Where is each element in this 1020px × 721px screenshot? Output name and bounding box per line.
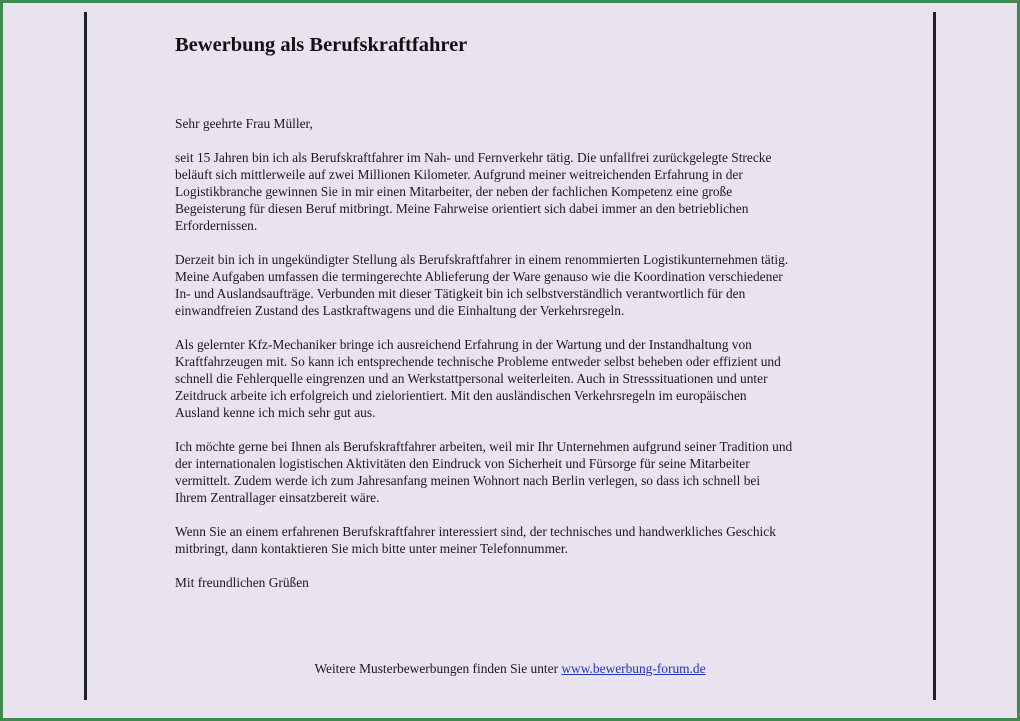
paragraph-4 bbox=[175, 438, 865, 506]
footer-text: Weitere Musterbewerbungen finden Sie unter bbox=[314, 661, 562, 676]
text-line: mitbringt, dann kontaktieren Sie mich bitte unter meiner Telefonnummer. bbox=[175, 541, 568, 556]
text-line: der internationalen logistischen Aktivitäten den Eindruck von Sicherheit und Fürsorge für seine Mitarbeiter bbox=[175, 456, 750, 471]
right-margin-rule bbox=[933, 12, 936, 700]
text-line: Logistikbranche gewinnen Sie in mir einen Mitarbeiter, der neben der fachlichen Kompetenz eine große bbox=[175, 184, 733, 199]
salutation: Sehr geehrte Frau Müller, bbox=[175, 116, 313, 131]
text-line: Ausland kenne ich mich sehr gut aus. bbox=[175, 405, 376, 420]
text-line: Ich möchte gerne bei Ihnen als Berufskraftfahrer arbeiten, weil mir Ihr Unternehmen aufgrund seiner Tradition und bbox=[175, 439, 793, 454]
text-line: Zeitdruck arbeite ich erfolgreich und zielorientiert. Mit den ausländischen Verkehrsregeln im europäischen bbox=[175, 388, 747, 403]
paragraph-1 bbox=[175, 149, 865, 234]
closing: Mit freundlichen Grüßen bbox=[175, 575, 309, 590]
text-line: schnell die Fehlerquelle eingrenzen und an Werkstattpersonal weiterleiten. Auch in Stresssituationen und unter bbox=[175, 371, 768, 386]
paragraph-5 bbox=[175, 523, 865, 557]
text-line: einwandfreien Zustand des Lastkraftwagens und die Einhaltung der Verkehrsregeln. bbox=[175, 303, 625, 318]
paragraph-2 bbox=[175, 251, 865, 319]
text-line: beläuft sich mittlerweile auf zwei Millionen Kilometer. Aufgrund meiner weitreichenden Erfahrung in der bbox=[175, 167, 743, 182]
paragraph-3 bbox=[175, 336, 865, 421]
text-line: Ihrem Zentrallager einsatzbereit wäre. bbox=[175, 490, 380, 505]
text-line: Meine Aufgaben umfassen die termingerechte Ablieferung der Ware genauso wie die Koordination verschiedener bbox=[175, 269, 783, 284]
document-title: Bewerbung als Berufskraftfahrer bbox=[175, 34, 468, 56]
left-margin-rule bbox=[84, 12, 87, 700]
footer-link[interactable]: www.bewerbung-forum.de bbox=[561, 661, 706, 676]
footer bbox=[0, 661, 1020, 677]
text-line: Kraftfahrzeugen mit. So kann ich entsprechende technische Probleme entweder selbst beheben oder effizient und bbox=[175, 354, 781, 369]
text-line: Begeisterung für diesen Beruf mitbringt. Meine Fahrweise orientiert sich dabei immer an den betrieblichen bbox=[175, 201, 749, 216]
letter-body bbox=[175, 115, 865, 608]
text-line: In- und Auslandsaufträge. Verbunden mit dieser Tätigkeit bin ich selbstverständlich verantwortlich für den bbox=[175, 286, 746, 301]
text-line: seit 15 Jahren bin ich als Berufskraftfahrer im Nah- und Fernverkehr tätig. Die unfallfrei zurückgelegte Strecke bbox=[175, 150, 772, 165]
text-line: Derzeit bin ich in ungekündigter Stellung als Berufskraftfahrer in einem renommierten Logistikunternehmen tätig. bbox=[175, 252, 789, 267]
text-line: vermittelt. Zudem werde ich zum Jahresanfang meinen Wohnort nach Berlin verlegen, so dass ich schnell bei bbox=[175, 473, 761, 488]
text-line: Wenn Sie an einem erfahrenen Berufskraftfahrer interessiert sind, der technisches und handwerkliches Geschick bbox=[175, 524, 776, 539]
text-line: Erfordernissen. bbox=[175, 218, 258, 233]
text-line: Als gelernter Kfz-Mechaniker bringe ich ausreichend Erfahrung in der Wartung und der Instandhaltung von bbox=[175, 337, 752, 352]
